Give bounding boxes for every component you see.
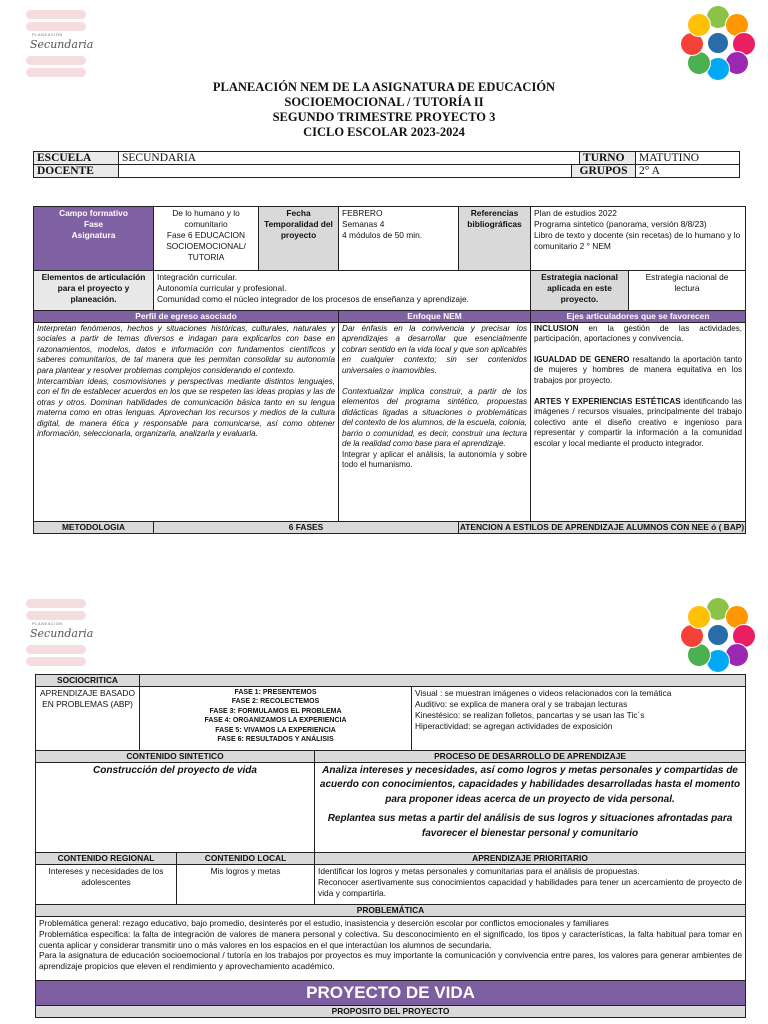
campo-value: De lo humano y lo comunitario Fase 6 EDUCACION SOCIOEMOCIONAL/ TUTORIA bbox=[154, 207, 259, 271]
fecha-label: Fecha Temporalidad del proyecto bbox=[259, 207, 339, 271]
page-separator bbox=[0, 560, 768, 585]
ejes-text: INCLUSION en la gestión de las actividades, participación, aportaciones y convivencia. IGUALDAD DE GENERO resaltando la aportación tanto de mujeres y hombres de manera equitativa en los trabajos por proyecto. ARTES Y EXPERIENCIAS ESTÉTICAS identificando las imágenes / recursos visuales, principalmente del trabajo colectivo ante el diseño creativo e ingenioso para representar y compartir la información a la comunidad escolar y local mediante el producto integrador. bbox=[531, 322, 746, 521]
page-2 bbox=[0, 585, 768, 1024]
referencias-label: Referencias bibliográficas bbox=[459, 207, 531, 271]
document-title: PLANEACIÓN NEM DE LA ASIGNATURA DE EDUCACIÓN SOCIOEMOCIONAL / TUTORÍA II SEGUNDO TRIMESTRE PROYECTO 3 CICLO ESCOLAR 2023-2024 bbox=[212, 80, 556, 139]
ejes-header: Ejes articuladores que se favorecen bbox=[531, 311, 746, 323]
problematica-text: Problemática general: rezago educativo, bajo promedio, desinterés por el estudio, inasistencia y deserción escolar por conflictos emocionales y familiares Problemática especifica: la falta de integración de valores de manera personal y colectiva. Su desconocimiento en el significado, los tipos y características, la falta habitual para tomar en cuenta aplicar y considerar transmitir uno o más valores en los espacios en el que interactúan los alumnos de secundaria. Para la asignatura de educación socioemocional / tutoría en los trabajos por proyectos es muy importante la comunicación y convivencia entre pares, los valores para generar ambientes de aprendizaje propicios que eleven el rendimiento y aprovechamiento académico. bbox=[36, 916, 746, 980]
metodologia-label: METODOLOGIA bbox=[34, 521, 154, 533]
proyecto-title: PROYECTO DE VIDA bbox=[36, 980, 746, 1005]
estrategia-value: Estrategia nacional de lectura bbox=[629, 271, 746, 311]
turno-value: MATUTINO bbox=[636, 152, 740, 165]
planeacion-logo: PLANEACIÓN Secundaria bbox=[26, 8, 86, 78]
contenido-sintetico: Construcción del proyecto de vida bbox=[36, 762, 315, 852]
escuela-label: ESCUELA bbox=[34, 152, 119, 165]
escuela-value: SECUNDARIA bbox=[119, 152, 580, 165]
estilos-list: Visual : se muestran imágenes o videos relacionados con la temática Auditivo: se explica de manera oral y se trabajan lecturas Kinestésico: se realizan folletos, pancartas y se usan las Tic´s Hiperactividad: se agregan actividades de exposición bbox=[412, 686, 746, 750]
fases-list: FASE 1: PRESENTEMOS FASE 2: RECOLECTEMOS FASE 3: FORMULAMOS EL PROBLEMA FASE 4: ORGANIZAMOS LA EXPERIENCIA FASE 5: VIVAMOS LA EXPERIENCIA FASE 6: RESULTADOS Y ANÁLISIS bbox=[140, 686, 412, 750]
problematica-label: PROBLEMÁTICA bbox=[36, 904, 746, 916]
docente-label: DOCENTE bbox=[34, 165, 119, 178]
referencias-value: Plan de estudios 2022 Programa sintetico (panorama, versión 8/8/23) Libro de texto y docente (sin recetas) de lo humano y lo comunitario 2 ° NEM bbox=[531, 207, 746, 271]
docente-value bbox=[119, 165, 572, 178]
regional-label: CONTENIDO REGIONAL bbox=[36, 852, 177, 864]
grupos-value: 2° A bbox=[636, 165, 740, 178]
proceso-text: Analiza intereses y necesidades, así como logros y metas personales y compartidas de acuerdo con conocimientos, capacidades y habilidades desarrolladas hasta el momento para proponer ideas acerca de un proyecto de vida personal. Replantea sus metas a partir del análisis de sus logros y situaciones afrontadas para favorecer el bienestar personal y comunitario bbox=[315, 762, 746, 852]
project-table bbox=[35, 674, 746, 1018]
perfil-header: Perfil de egreso asociado bbox=[34, 311, 339, 323]
turno-label: TURNO bbox=[580, 152, 636, 165]
sociocritica-label: SOCIOCRITICA bbox=[36, 675, 140, 687]
local-label: CONTENIDO LOCAL bbox=[177, 852, 315, 864]
regional-value: Intereses y necesidades de los adolescentes bbox=[36, 864, 177, 904]
nem-flower-logo-2 bbox=[680, 597, 756, 673]
prioritario-value: Identificar los logros y metas personales y comunitarias para el análisis de propuestas. Reconocer asertivamente sus conocimientos capacidad y habilidades para tener un acercamiento de proyecto de vida y compartirla. bbox=[315, 864, 746, 904]
abp-label: APRENDIZAJE BASADO EN PROBLEMAS (ABP) bbox=[36, 686, 140, 750]
elementos-value: Integración curricular. Autonomía curricular y profesional. Comunidad como el núcleo integrador de los procesos de enseñanza y aprendizaje. bbox=[154, 271, 531, 311]
local-value: Mis logros y metas bbox=[177, 864, 315, 904]
prioritario-label: APRENDIZAJE PRIORITARIO bbox=[315, 852, 746, 864]
atencion-label: ATENCION A ESTILOS DE APRENDIZAJE ALUMNOS CON NEE ó ( BAP) bbox=[459, 521, 745, 532]
proceso-label: PROCESO DE DESARROLLO DE APRENDIZAJE bbox=[315, 750, 746, 762]
enfoque-header: Enfoque NEM bbox=[339, 311, 531, 323]
fases-label: 6 FASES bbox=[154, 521, 459, 533]
nem-flower-logo bbox=[680, 5, 756, 81]
elementos-label: Elementos de articulación para el proyecto y planeación. bbox=[34, 271, 154, 311]
campo-label: Campo formativo Fase Asignatura bbox=[34, 207, 154, 271]
header-table bbox=[33, 151, 740, 178]
enfoque-text: Dar énfasis en la convivencia y precisar los aprendizajes a desarrollar que esencialmente cobran sentido en la vida local y que son aplicables en cualquier contexto; sin ser contenidos universales o inamovibles. Contextualizar implica construir, a partir de los elementos del programa sintético, propuestas didácticas ligadas a situaciones o problemáticas del contexto de los alumnos, de la escuela, colonia, barrio o comunidad, es decir, construir una lectura de la realidad como base para el aprendizaje. Integrar y aplicar el análisis, la autonomía y sobre todo el humanismo. bbox=[339, 322, 531, 521]
planning-table bbox=[33, 206, 746, 534]
fecha-value: FEBRERO Semanas 4 4 módulos de 50 min. bbox=[339, 207, 459, 271]
perfil-text: Interpretan fenómenos, hechos y situaciones históricas, culturales, naturales y sociales a partir de temas diversos e indagan para explicarlos con base en razonamientos, modelos, datos e información con fundamentos científicos y saberes comunitarios, de tal manera que les permitan consolidar su autonomía para plantear y resolver problemas complejos considerando el contexto. Intercambian ideas, cosmovisiones y perspectivas mediante distintos lenguajes, con el fin de establecer acuerdos en los que se respeten las ideas propias y las de otras y otros. Dominan habilidades de comunicación básica tanto en su lengua materna como en otras lenguas. Aprovechan los recursos y medios de la cultura digital, de manera ética y responsable para comunicarse, así como obtener información, seleccionarla, organizarla, analizarla y evaluarla. bbox=[34, 322, 339, 521]
estrategia-label: Estrategia nacional aplicada en este proyecto. bbox=[531, 271, 629, 311]
contenido-sintetico-label: CONTENIDO SINTETICO bbox=[36, 750, 315, 762]
grupos-label: GRUPOS bbox=[572, 165, 636, 178]
planeacion-logo-2: PLANEACIÓN Secundaria bbox=[26, 597, 86, 667]
proposito-label: PROPOSITO DEL PROYECTO bbox=[36, 1005, 746, 1017]
